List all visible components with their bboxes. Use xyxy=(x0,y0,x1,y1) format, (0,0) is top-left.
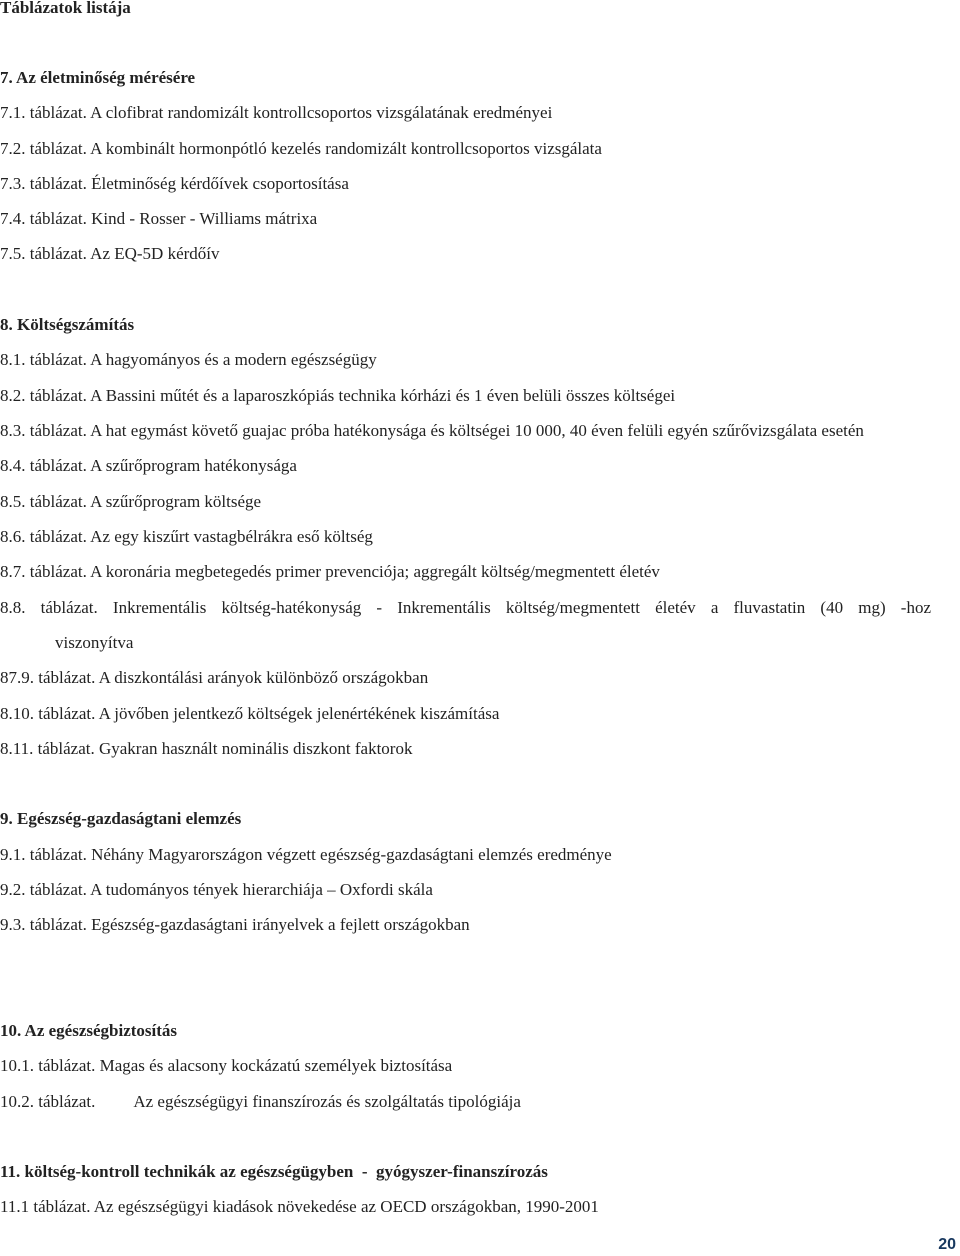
list-item: 7.5. táblázat. Az EQ-5D kérdőív xyxy=(0,244,220,263)
section-heading-9: 9. Egészség-gazdaságtani elemzés xyxy=(0,809,242,828)
list-item: 8.3. táblázat. A hat egymást követő guajac próba hatékonysága és költségei 10 000, 40 éven felüli egyén szűrővizsgálata esetén xyxy=(0,421,864,440)
list-item: 8.4. táblázat. A szűrőprogram hatékonysága xyxy=(0,456,297,475)
list-item-label: 10.2. táblázat. xyxy=(0,1092,96,1111)
page-number: 20 xyxy=(938,1236,956,1253)
page-title: Táblázatok listája xyxy=(0,0,131,17)
list-item: 11.1 táblázat. Az egészségügyi kiadások növekedése az OECD országokban, 1990-2001 xyxy=(0,1197,599,1216)
list-item: 8.6. táblázat. Az egy kiszűrt vastagbélrákra eső költség xyxy=(0,527,373,546)
list-item: 8.5. táblázat. A szűrőprogram költsége xyxy=(0,492,262,511)
section-heading-10: 10. Az egészségbiztosítás xyxy=(0,1021,178,1040)
list-item: 7.3. táblázat. Életminőség kérdőívek csoportosítása xyxy=(0,174,349,193)
list-item xyxy=(0,1092,521,1112)
list-item: 8.11. táblázat. Gyakran használt nominális diszkont faktorok xyxy=(0,739,413,758)
list-item: 7.2. táblázat. A kombinált hormonpótló kezelés randomizált kontrollcsoportos vizsgálata xyxy=(0,139,602,158)
list-item: 8.10. táblázat. A jövőben jelentkező költségek jelenértékének kiszámítása xyxy=(0,704,500,723)
list-item: 10.1. táblázat. Magas és alacsony kockázatú személyek biztosítása xyxy=(0,1056,453,1075)
section-heading-11: 11. költség-kontroll technikák az egészségügyben - gyógyszer-finanszírozás xyxy=(0,1162,548,1181)
list-item: 7.4. táblázat. Kind - Rosser - Williams mátrixa xyxy=(0,209,318,228)
list-item: 8.7. táblázat. A koronária megbetegedés primer prevenciója; aggregált költség/megmentett életév xyxy=(0,562,660,581)
section-heading-8: 8. Költségszámítás xyxy=(0,315,135,334)
list-item: 9.2. táblázat. A tudományos tények hierarchiája – Oxfordi skála xyxy=(0,880,433,899)
list-item: 9.1. táblázat. Néhány Magyarországon végzett egészség-gazdaságtani elemzés eredménye xyxy=(0,845,612,864)
section-heading-7: 7. Az életminőség mérésére xyxy=(0,68,196,87)
list-item: 8.1. táblázat. A hagyományos és a modern egészségügy xyxy=(0,350,377,369)
list-item: 87.9. táblázat. A diszkontálási arányok különböző országokban xyxy=(0,668,429,687)
list-item-text: Az egészségügyi finanszírozás és szolgáltatás tipológiája xyxy=(133,1092,521,1111)
list-item: 8.2. táblázat. A Bassini műtét és a laparoszkópiás technika kórházi és 1 éven belüli összes költségei xyxy=(0,386,676,405)
list-item-continuation: viszonyítva xyxy=(55,633,134,652)
list-item: 9.3. táblázat. Egészség-gazdaságtani irányelvek a fejlett országokban xyxy=(0,915,470,934)
list-item: 7.1. táblázat. A clofibrat randomizált kontrollcsoportos vizsgálatának eredményei xyxy=(0,103,553,122)
list-item: 8.8. táblázat. Inkrementális költség-hatékonyság - Inkrementális költség/megmentett életév a fluvastatin (40 mg) -hoz xyxy=(0,598,931,617)
